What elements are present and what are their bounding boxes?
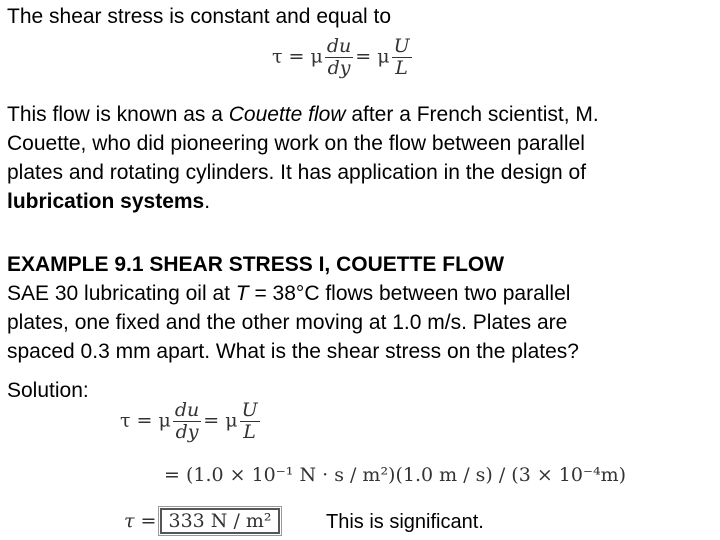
intro-text: The shear stress is constant and equal to [7,5,392,28]
significance-note: This is significant. [326,511,484,533]
example-line-1: SAE 30 lubricating oil at T = 38°C flows between two parallel [7,282,571,305]
boxed-result: 333 N / m² [160,508,279,534]
couette-paragraph-line-4: lubrication systems. [7,190,211,213]
example-line-3: spaced 0.3 mm apart. What is the shear stress on the plates? [7,340,579,363]
couette-paragraph-line-2: Couette, who did pioneering work on the flow between parallel [7,132,585,155]
solution-equation-1: τ = μ $\frac{du}{dy}$ = μ $\frac{U}{L}$ [120,399,258,443]
shear-stress-equation: τ = μ $\frac{du}{dy}$ = μ $\frac{U}{L}$ [272,35,410,79]
solution-equation-2: = (1.0 × 10⁻¹ N · s / m²)(1.0 m / s) / (3 × 10⁻⁴m) [164,464,627,486]
example-line-2: plates, one fixed and the other moving at 1.0 m/s. Plates are [7,311,568,334]
solution-equation-3: τ = 333 N / m² [124,508,280,534]
couette-paragraph-line-3: plates and rotating cylinders. It has application in the design of [7,161,587,184]
example-title: EXAMPLE 9.1 SHEAR STRESS I, COUETTE FLOW [7,253,505,276]
couette-paragraph-line-1: This flow is known as a Couette flow after a French scientist, M. [7,103,599,126]
solution-label: Solution: [7,379,89,402]
